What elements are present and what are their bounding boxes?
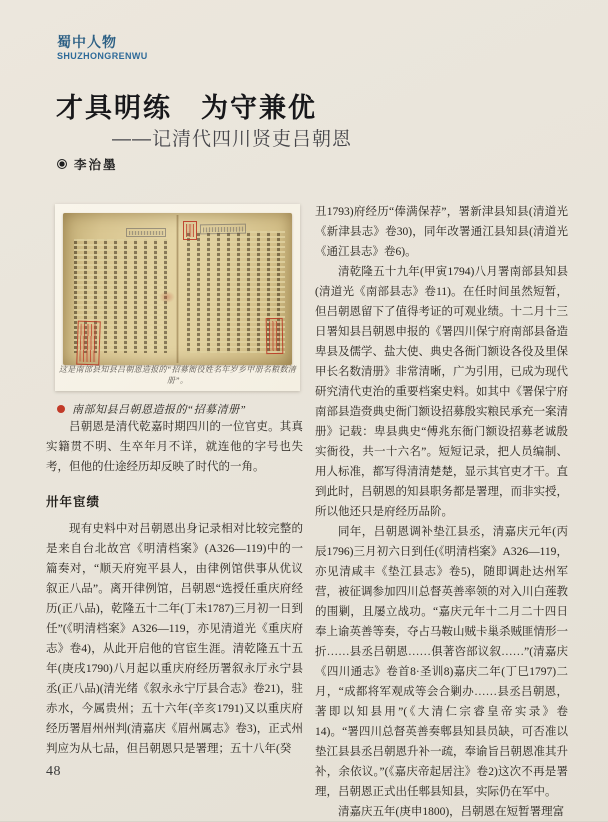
- body-paragraph: 同年，吕朝恩调补垫江县丞，清嘉庆元年(丙辰1796)三月初六日到任(《明清档案》A326—119，亦见清咸丰《垫江县志》卷5)，随即调赴达州军营，被征调参加四川总督英善率领的对入川白莲教的围剿，且屡立战功。“嘉庆元年十二月二十四日奉上谕英善等奏，夺占马鞍山贼卡巢杀贼匪情形一折……县丞吕朝恩……俱著咨部议叙……”(清嘉庆《四川通志》卷首8·圣训8)嘉庆二年(丁巳1797)二月，“成都将军观成等会合剿办……县丞吕朝恩，著即以知县用”(《大清仁宗睿皇帝实录》卷14)。“署四川总督英善奏郫县知县员缺，可否准以垫江县县丞吕朝恩升补一疏，奉谕旨吕朝恩准其升补，余依议。”(《嘉庆帝起居注》卷2)这次不再是署理，吕朝恩正式出任郫县知县，实际仍在军中。: [315, 526, 568, 798]
- article-title: 才具明练 为守兼优: [56, 93, 317, 123]
- figure-caption-row: [57, 401, 303, 417]
- body-paragraph: 丑1793)府经历“俸满保荐”，署新津县知县(清道光《新津县志》卷30)，同年改署通江县知县(清道光《通江县志》卷6)。: [315, 206, 568, 258]
- body-paragraph: 现有史料中对吕朝恩出身记录相对比较完整的是来自台北故宫《明清档案》(A326—119)中的一篇奏对，“顺天府宛平县人，由律例馆供事从优议叙正八品”。离开律例馆，吕朝恩“选授任重庆府经历(正八品)，乾隆五十二年(丁未1787)三月初一日到任”(《明清档案》A326—119，亦见清道光《重庆府志》卷4)，从此开启他的官宦生涯。清乾隆五十五年(庚戌1790)八月起以重庆府经历署叙永厅永宁县丞(正八品)(清光绪《叙永永宁厅县合志》卷21)，驻赤水，今属贵州；五十六年(辛亥1791)又以重庆府经历署眉州州判(清嘉庆《眉州属志》卷3)，正式州判应为从七品，但吕朝恩只是署理；五十八年(癸: [46, 523, 303, 755]
- red-dot-icon: [57, 405, 65, 413]
- gray-stamp-icon: [126, 228, 166, 237]
- section-title-cn: 蜀中人物: [57, 34, 117, 50]
- article-left-column: [46, 204, 303, 759]
- author-name: 李治墨: [74, 158, 118, 172]
- page-number: 48: [46, 764, 61, 779]
- figure-inner-caption: 这是南部县知县吕朝恩造报的“招募衙役姓名年岁乡甲册名粮数清册”。: [58, 365, 297, 385]
- red-seal-icon: [266, 318, 284, 354]
- document-paper: [63, 213, 292, 365]
- section-header: [57, 35, 148, 62]
- red-seal-icon: [183, 221, 197, 240]
- author-bullet-icon: [57, 159, 67, 169]
- ink-blotch: [159, 291, 175, 303]
- document-photo: [55, 204, 300, 391]
- article-right-column: [315, 202, 568, 822]
- body-paragraph: 清乾隆五十九年(甲寅1794)八月署南部县知县(清道光《南部县志》卷11)。在任时间虽然短暂，但吕朝恩留下了值得考证的可观业绩。十二月十三日署知县吕朝恩申报的《署四川保宁府南部县备造卑县及儒学、盐大使、典史各衙门额设各役及里保甲长名数清册》非常清晰，广为引用，已成为现代研究清代吏治的重要档案史料。如其中《署保宁府南部县造赍典史衙门额设招募殷实粮民承充一案清册》记载：卑县典史“傅兆东衙门额设招募老诚殷实衙役，共一十六名”。短短记录，把人员编制、用人标准，都写得清清楚楚，显示其官吏才干。直到此时，吕朝恩的知县职务都是署理，而非实授，所以他还只是府经历品阶。: [315, 266, 568, 518]
- document-fold-line: [176, 215, 179, 363]
- article-subtitle: ——记清代四川贤吏吕朝恩: [112, 129, 353, 150]
- body-paragraph: 清嘉庆五年(庚申1800)，吕朝恩在短暂署理富: [338, 806, 565, 818]
- red-seal-icon: [76, 321, 101, 366]
- gray-stamp-icon: [200, 224, 246, 235]
- figure-caption: 南部知县吕朝恩造报的“招募清册”: [72, 404, 247, 416]
- intro-paragraph: 吕朝恩是清代乾嘉时期四川的一位官吏。其真实籍贯不明、生卒年月不详，就连他的字号也失考，但他的仕途经历却反映了时代的一角。: [46, 421, 303, 473]
- section-title-en: SHUZHONGRENWU: [57, 51, 148, 62]
- section-heading: 卅年宦绩: [46, 495, 101, 509]
- author-line: [57, 155, 118, 173]
